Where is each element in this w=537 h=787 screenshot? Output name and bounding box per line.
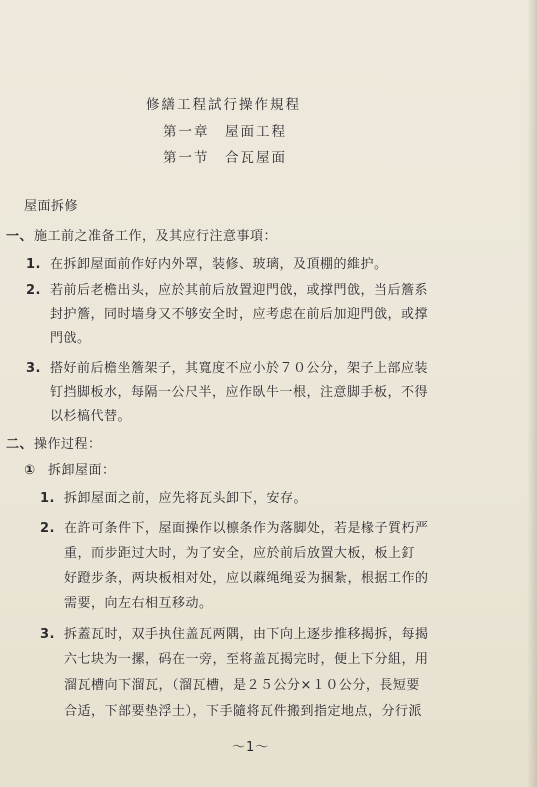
item-line: 溜瓦槽向下溜瓦，（溜瓦槽，是２５公分×１０公分，長短要 — [64, 678, 420, 693]
item-line: 六七块为一摞，码在一旁，至将盖瓦揭完时，便上下分組，用 — [64, 652, 429, 667]
subsection-title: 拆卸屋面： — [48, 463, 116, 478]
subsection-marker: ① — [24, 463, 36, 478]
chapter-heading: 第一章 屋面工程 — [163, 124, 287, 140]
page-number: ～1～ — [232, 740, 270, 755]
item-line: 以杉槁代替。 — [50, 409, 132, 424]
section-heading: 第一节 合瓦屋面 — [163, 150, 287, 166]
section-1-title: 施工前之准备工作，及其应行注意事項： — [34, 229, 278, 244]
item-number: 2. — [26, 283, 41, 298]
item-line: 钉挡脚板水，每隔一公尺半，应作臥牛一根，注意脚手板，不得 — [50, 385, 429, 400]
section-1-marker: 一、 — [6, 229, 34, 244]
item-number: 3. — [26, 361, 41, 376]
item-line: 封护簷，同时墙身又不够安全时，应考虑在前后加迎門戗，或撑 — [50, 307, 429, 322]
section-2-title: 操作过程： — [34, 437, 102, 452]
item-line: 好蹬步条，两块板相对处，应以蔴绳绳妥为捆紮，根据工作的 — [64, 571, 429, 586]
item-number: 2. — [40, 521, 55, 536]
item-number: 3. — [40, 627, 55, 642]
item-line: 拆卸屋面之前，应先将瓦头卸下，安存。 — [64, 491, 308, 506]
item-number: 1. — [40, 491, 55, 506]
document-title: 修繕工程試行操作規程 — [146, 97, 301, 113]
section-2-marker: 二、 — [6, 437, 34, 452]
item-line: 門戗。 — [50, 331, 91, 346]
subject-label: 屋面拆修 — [24, 199, 79, 214]
item-line: 在許可条件下，屋面操作以檩条作为落脚处，若是椽子質朽严 — [64, 521, 429, 536]
item-line: 若前后老檐出头，应於其前后放置迎門戗，或撑門戗，当后簷系 — [50, 283, 429, 298]
page-edge-shadow — [527, 0, 537, 787]
item-line: 合适，下部要垫浮土），下手隨将瓦件搬到指定地点，分行派 — [64, 704, 423, 719]
item-line: 搭好前后檐坐簷架子，其寬度不应小於７０公分，架子上部应装 — [50, 361, 429, 376]
item-line: 重，而步距过大时，为了安全，应於前后放置大板，板上釘 — [64, 546, 416, 561]
item-number: 1. — [26, 257, 41, 272]
item-line: 需要，向左右相互移动。 — [64, 596, 213, 611]
item-line: 在拆卸屋面前作好内外罩，装修、玻璃，及頂棚的維护。 — [50, 257, 388, 272]
item-line: 拆蓋瓦时，双手执住盖瓦两隅，由下向上逐步推移揭拆，每揭 — [64, 627, 429, 642]
